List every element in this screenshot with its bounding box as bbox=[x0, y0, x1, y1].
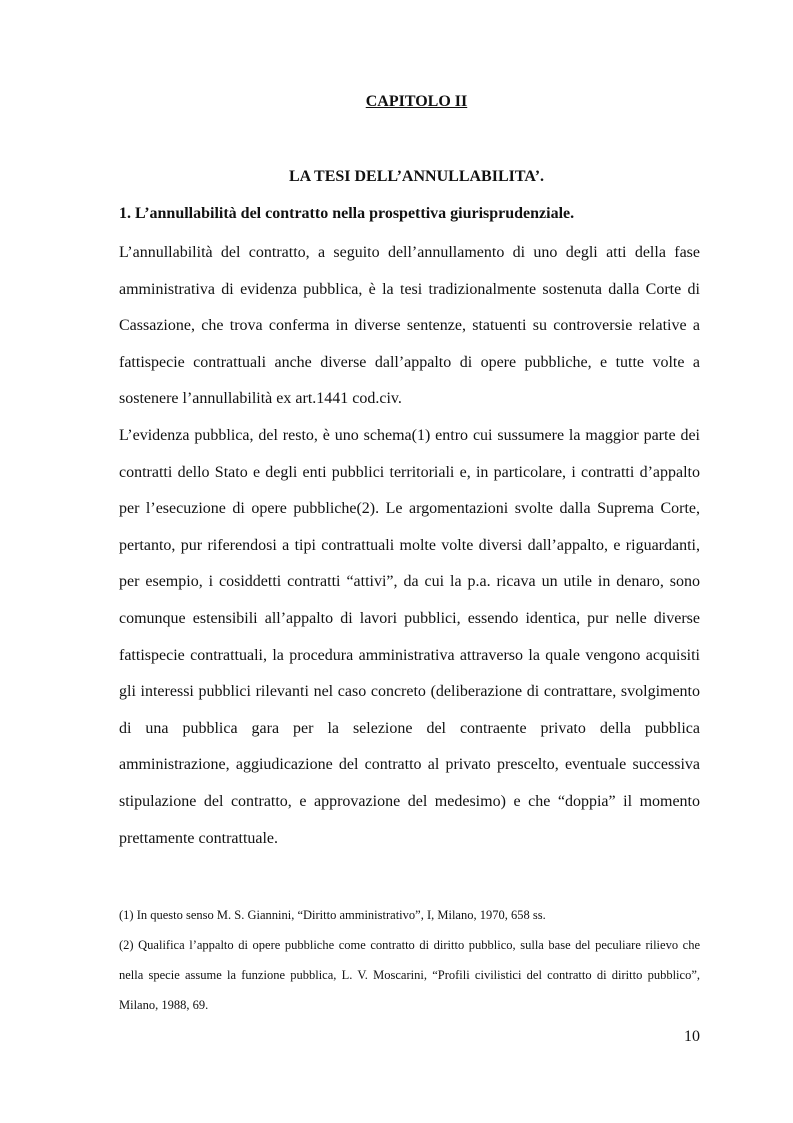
body-text bbox=[119, 235, 700, 857]
footnotes bbox=[119, 900, 700, 1020]
page-number: 10 bbox=[684, 1028, 700, 1045]
chapter-title: CAPITOLO II bbox=[365, 93, 468, 110]
footnote: (1) In questo senso M. S. Giannini, “Diritto amministrativo”, I, Milano, 1970, 658 ss. bbox=[119, 908, 546, 922]
section-heading: 1. L’annullabilità del contratto nella prospettiva giurisprudenziale. bbox=[119, 205, 575, 222]
paragraph: L’evidenza pubblica, del resto, è uno schema(1) entro cui sussumere la maggior parte dei contratti dello Stato e degli enti pubblici territoriali e, in particolare, i contratti d’appalto per l’esecuzione di opere pubbliche(2). Le argomentazioni svolte dalla Suprema Corte, pertanto, pur riferendosi a tipi contrattuali molte volte diversi dall’appalto, e riguardanti, per esempio, i cosiddetti contratti “attivi”, da cui la p.a. ricava un utile in denaro, sono comunque estensibili all’appalto di lavori pubblici, essendo identica, pur nelle diverse fattispecie contrattuali, la procedura amministrativa attraverso la quale vengono acquisiti gli interessi pubblici rilevanti nel caso concreto (deliberazione di contrattare, svolgimento di una pubblica gara per la selezione del contraente privato della pubblica amministrazione, aggiudicazione del contratto al privato prescelto, eventuale successiva stipulazione del contratto, e approvazione del medesimo) e che “doppia” il momento prettamente contrattuale. bbox=[119, 426, 700, 847]
paragraph: L’annullabilità del contratto, a seguito dell’annullamento di uno degli atti della fase amministrativa di evidenza pubblica, è la tesi tradizionalmente sostenuta dalla Corte di Cassazione, che trova conferma in diverse sentenze, statuenti su controversie relative a fattispecie contrattuali anche diverse dall’appalto di opere pubbliche, e tutte volte a sostenere l’annullabilità ex art.1441 cod.civ. bbox=[119, 244, 700, 408]
chapter-subtitle: LA TESI DELL’ANNULLABILITA’. bbox=[288, 168, 545, 185]
footnote: (2) Qualifica l’appalto di opere pubbliche come contratto di diritto pubblico, sulla base del peculiare rilievo che nella specie assume la funzione pubblica, L. V. Moscarini, “Profili civilistici del contratto di diritto pubblico”, Milano, 1988, 69. bbox=[119, 938, 700, 1012]
